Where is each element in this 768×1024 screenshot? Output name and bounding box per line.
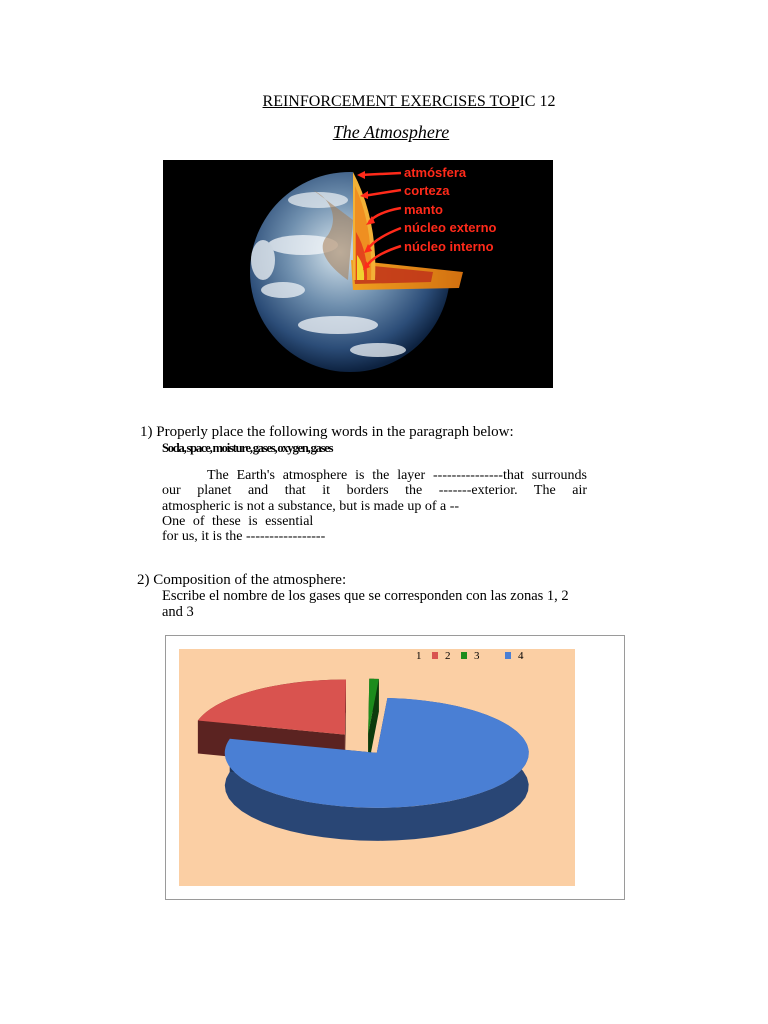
paragraph-line: The Earth's atmosphere is the layer ---------------that surrounds bbox=[207, 468, 587, 483]
legend-label-3: 3 bbox=[474, 650, 480, 662]
legend-swatch-2 bbox=[432, 652, 438, 659]
earth-layers-figure bbox=[163, 160, 553, 388]
pie-chart bbox=[179, 649, 575, 886]
question-2-instruction: Escribe el nombre de los gases que se corresponden con las zonas 1, 2 and 3 bbox=[162, 588, 569, 620]
chart-frame bbox=[165, 635, 625, 900]
label-atmosphere: atmósfera bbox=[404, 165, 467, 180]
paragraph-line: atmospheric is not a substance, but is made up of a -- bbox=[162, 498, 460, 514]
label-crust: corteza bbox=[404, 183, 450, 198]
earth-layers-illustration bbox=[163, 160, 553, 388]
legend-label-4: 4 bbox=[518, 650, 524, 662]
paragraph-line: for us, it is the ----------------- bbox=[162, 529, 326, 545]
chart-plot-area bbox=[179, 649, 575, 886]
label-inner-core: núcleo interno bbox=[404, 239, 494, 254]
subtitle-text: The Atmosphere bbox=[332, 122, 450, 142]
label-outer-core: núcleo externo bbox=[404, 220, 497, 235]
title-rest: IC 12 bbox=[519, 93, 556, 110]
word-list: Soda, space, moisture, gases, oxygen, gases bbox=[162, 441, 333, 455]
legend-swatch-4 bbox=[505, 652, 511, 659]
fill-in-paragraph bbox=[162, 468, 587, 544]
question-1-prompt: 1) Properly place the following words in the paragraph below: bbox=[140, 424, 514, 440]
page-title bbox=[0, 93, 768, 111]
legend-label-2: 2 bbox=[445, 650, 451, 662]
title-underlined-part: REINFORCEMENT EXERCISES TOP bbox=[262, 93, 520, 110]
question-2-prompt: 2) Composition of the atmosphere: bbox=[137, 572, 347, 588]
legend-label-1: 1 bbox=[416, 650, 422, 662]
label-mantle: manto bbox=[404, 202, 443, 217]
paragraph-line: our planet and that it borders the -------exterior. The air bbox=[162, 483, 587, 499]
legend-swatch-3 bbox=[461, 652, 467, 659]
paragraph-line: One of these is essential bbox=[162, 513, 314, 529]
page-subtitle bbox=[0, 122, 768, 143]
